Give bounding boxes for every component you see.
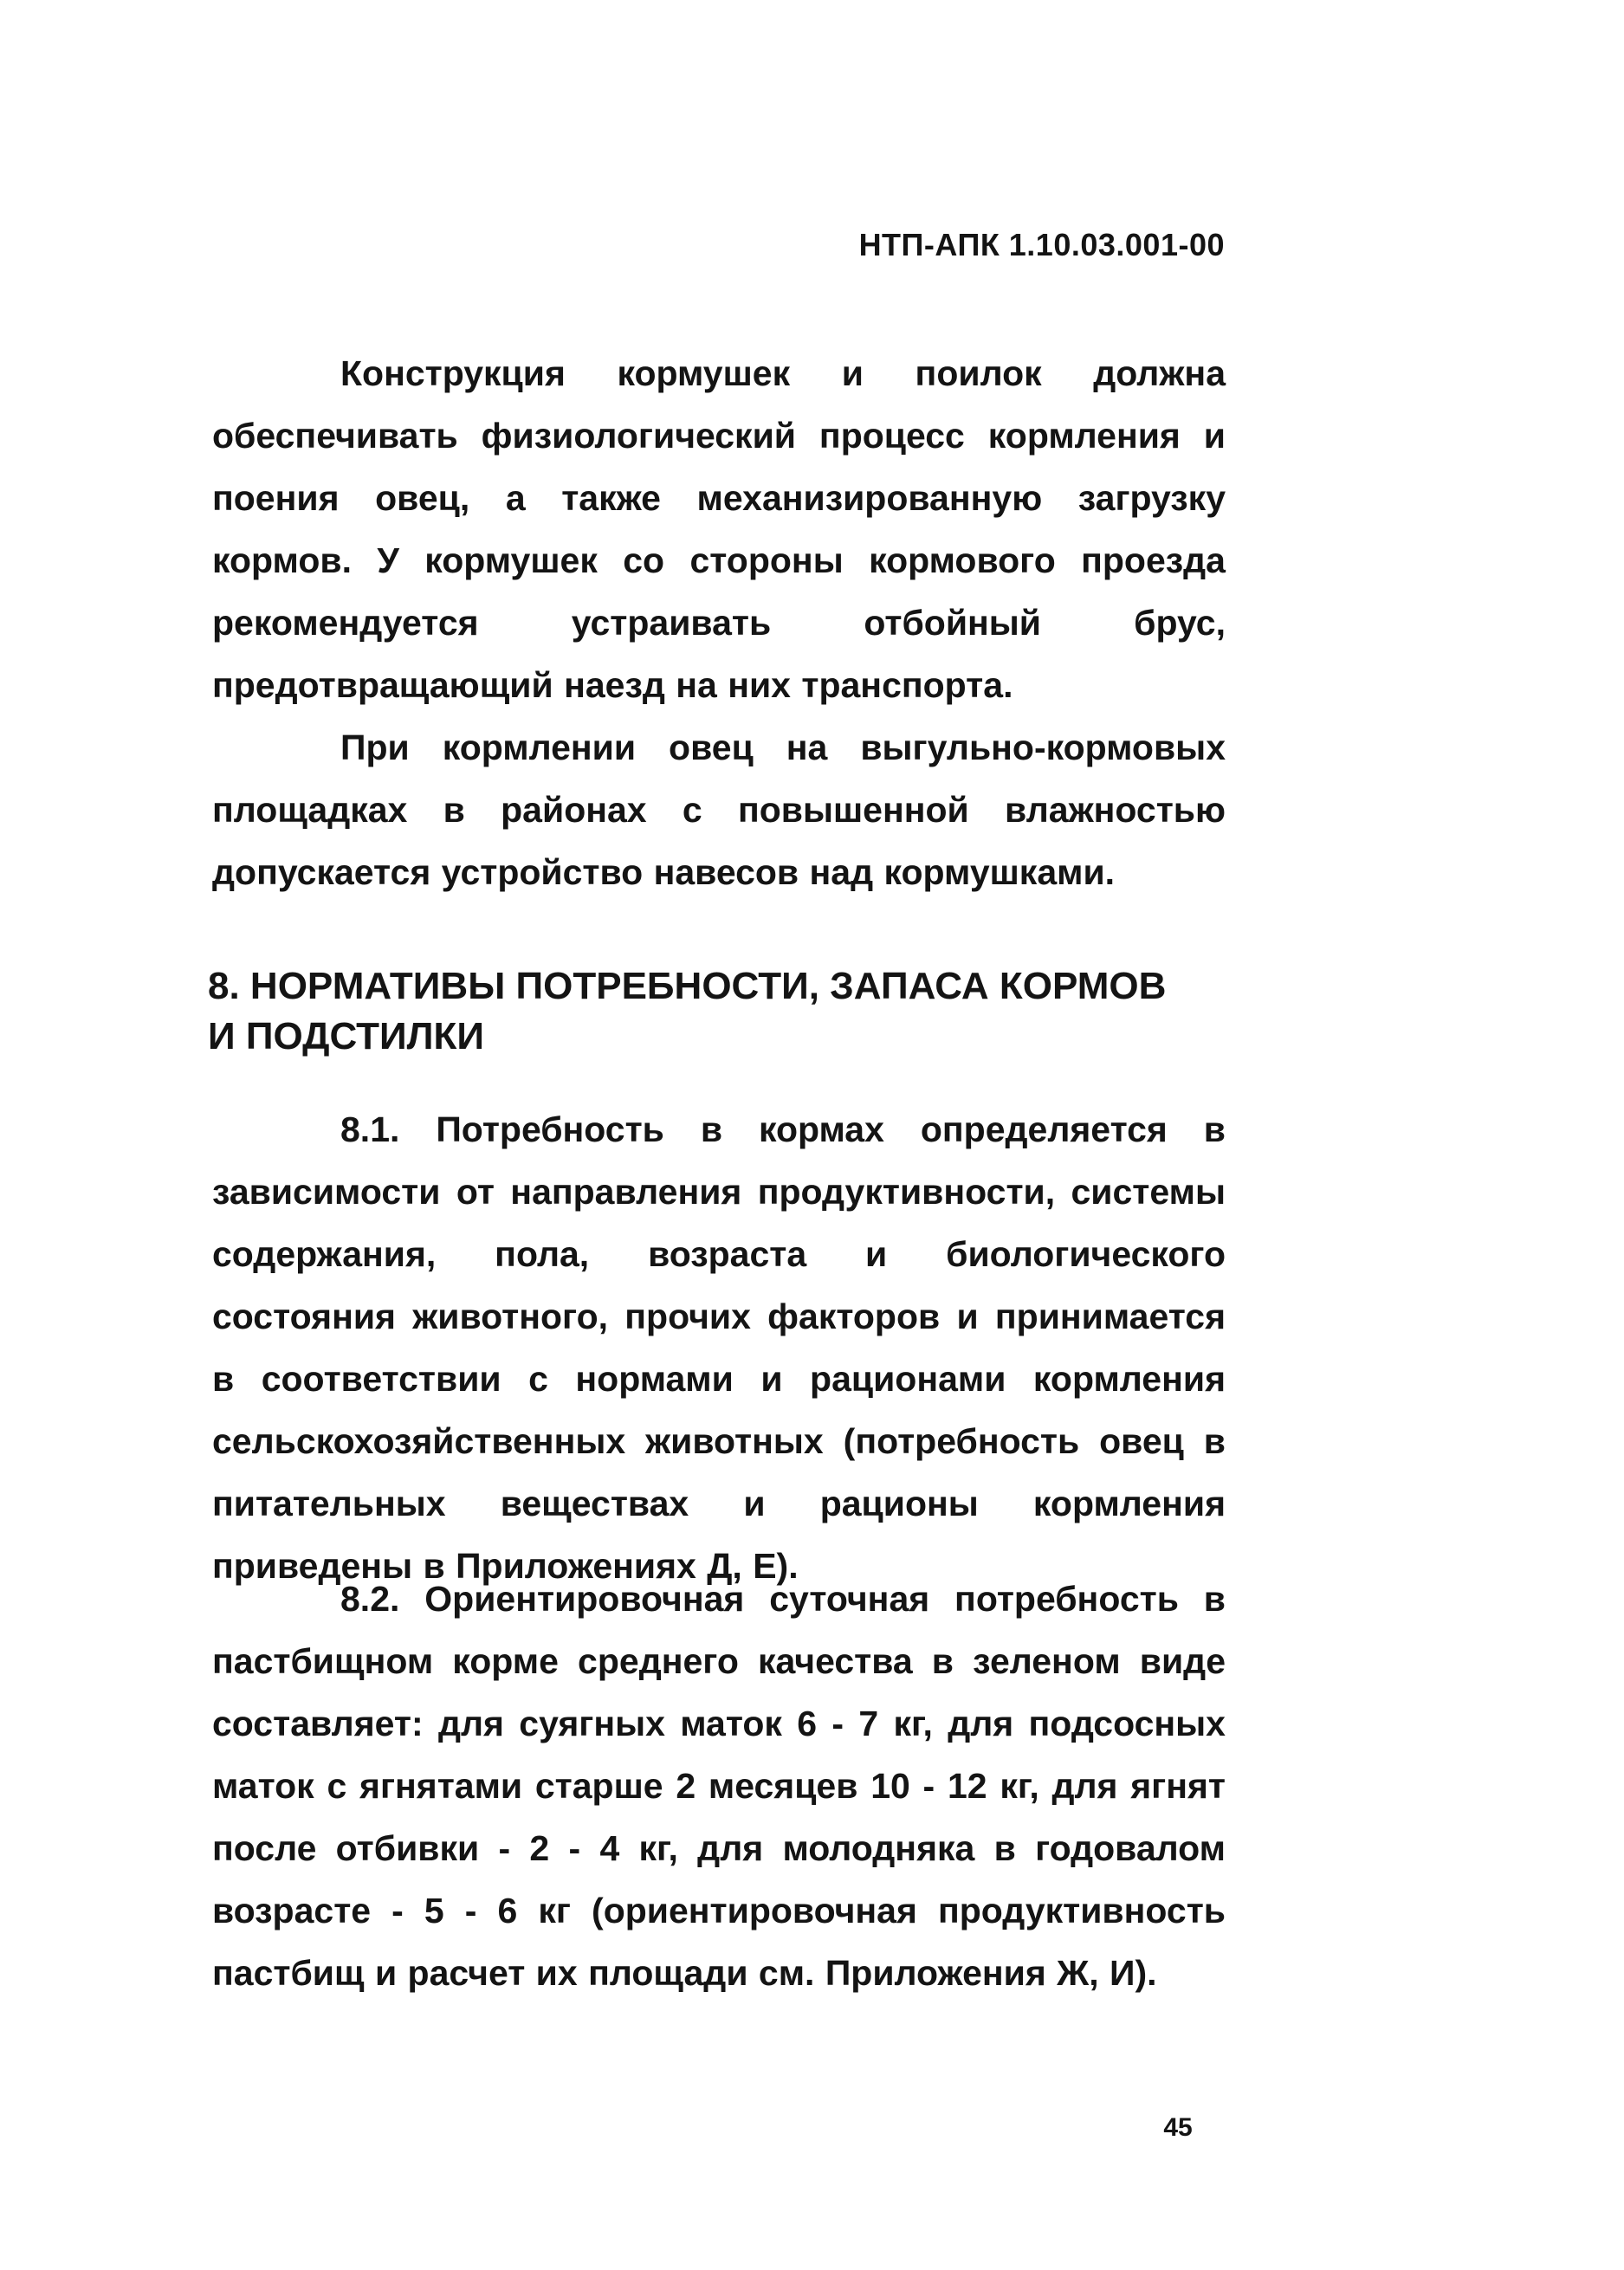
document-code-header: НТП-АПК 1.10.03.001-00 xyxy=(858,227,1225,262)
section-heading-line-2: И ПОДСТИЛКИ xyxy=(208,1015,484,1057)
paragraph-text: Конструкция кормушек и поилок должна обеспечивать физиологический процесс кормления и поения овец, а также механизированную загрузку кормов. У кормушек со стороны кормового проезда рекомендуется устраивать отбойный брус, предотвращающий наезд на них транспорта. xyxy=(212,353,1226,705)
section-heading-line-1: 8. НОРМАТИВЫ ПОТРЕБНОСТИ, ЗАПАСА КОРМОВ xyxy=(208,965,1167,1007)
clause-8-2 xyxy=(212,1568,1226,2004)
paragraph-text: При кормлении овец на выгульно-кормовых площадках в районах с повышенной влажностью допускается устройство навесов над кормушками. xyxy=(212,728,1226,892)
clause-text: 8.2. Ориентировочная суточная потребность в пастбищном корме среднего качества в зеленом виде составляет: для суягных маток 6 - 7 кг, для подсосных маток с ягнятами старше 2 месяцев 10 - 12 кг, для ягнят после отбивки - 2 - 4 кг, для молодняка в годовалом возрасте - 5 - 6 кг (ориентировочная продуктивность пастбищ и расчет их площади см. Приложения Ж, И). xyxy=(212,1579,1226,1993)
clause-text: 8.1. Потребность в кормах определяется в зависимости от направления продуктивности, системы содержания, пола, возраста и биологического состояния животного, прочих факторов и принимается в соответствии с нормами и рационами кормления сельскохозяйственных животных (потребность овец в питательных веществах и рационы кормления приведены в Приложениях Д, Е). xyxy=(212,1109,1226,1586)
section-heading xyxy=(208,961,1221,1062)
paragraph-feeders xyxy=(212,342,1226,716)
clause-8-1 xyxy=(212,1098,1226,1597)
paragraph-canopies xyxy=(212,716,1226,903)
page-number: 45 xyxy=(1163,2113,1193,2142)
